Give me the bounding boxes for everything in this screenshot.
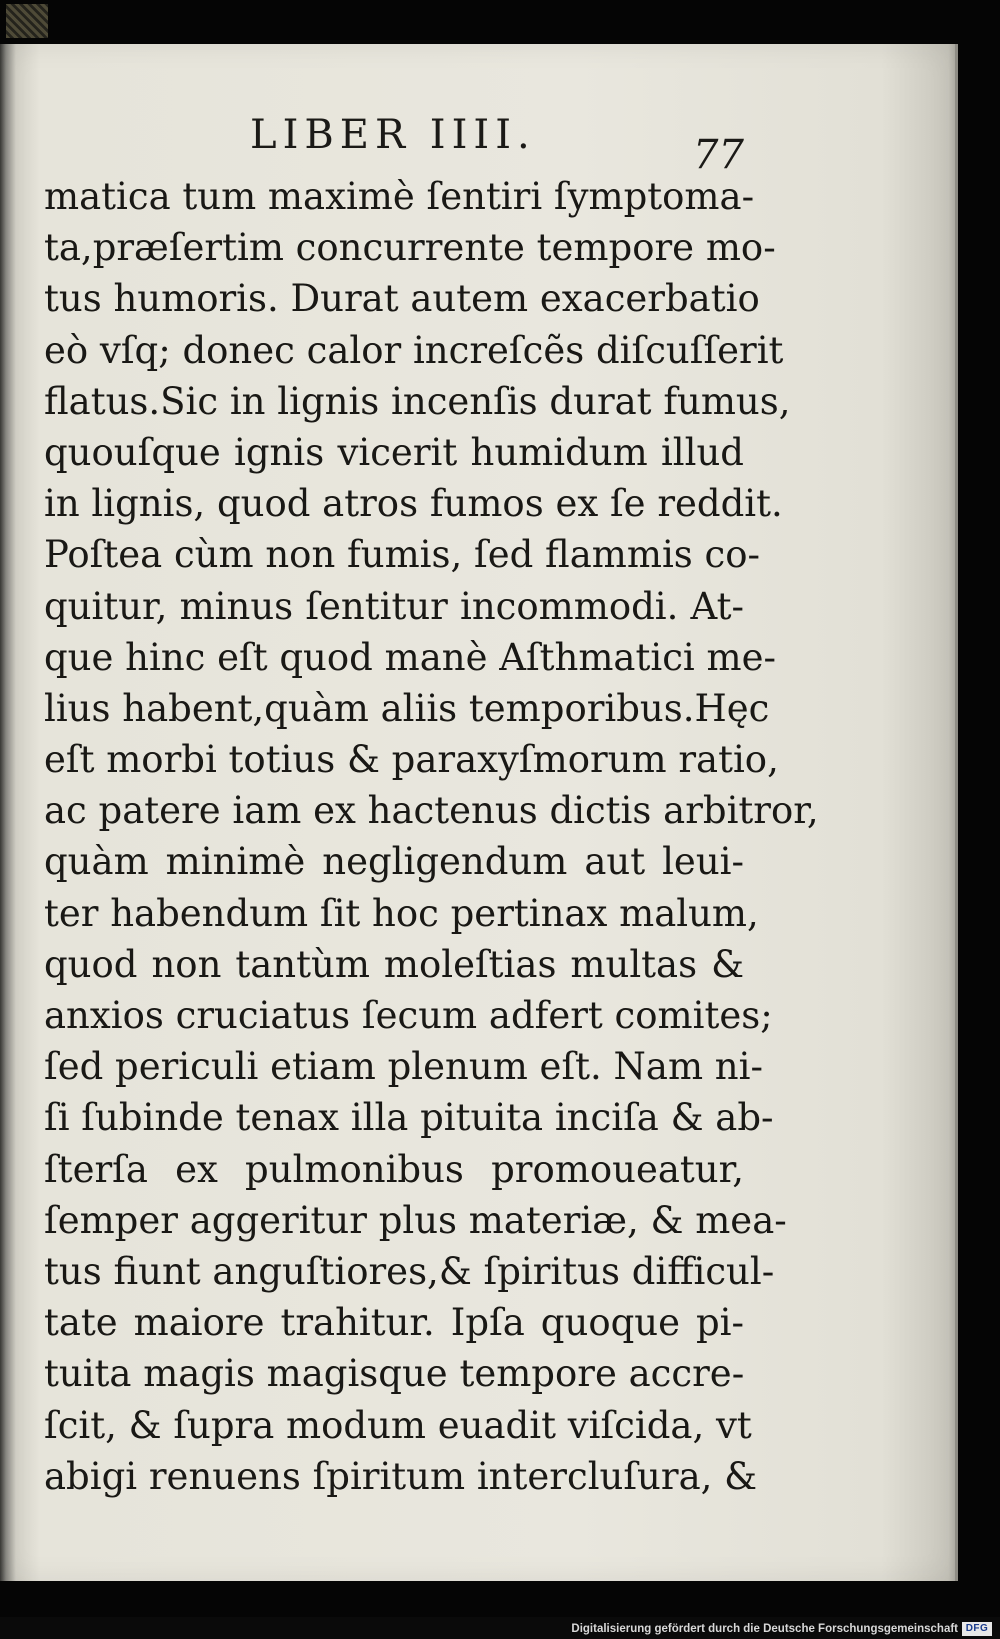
text-line: tate maiore trahitur. Ipſa quoque pi- [44,1301,744,1345]
text-line: tuita magis magisque tempore accre- [44,1352,745,1396]
book-page [0,44,958,1581]
text-line: ſemper aggeritur plus materiæ, & mea- [44,1198,787,1242]
text-line: ſi ſubinde tenax illa pituita inciſa & ab- [44,1096,774,1140]
digitization-credit: Digitalisierung gefördert durch die Deutsche Forschungsgemeinschaft [571,1623,958,1635]
footer-bar [0,1617,1000,1639]
text-line: quitur, minus ſentitur incommodi. At- [44,584,744,628]
text-line: quàm minimè negligendum aut leui- [44,840,744,884]
text-line: quod non tantùm moleſtias multas & [44,942,744,986]
dfg-logo: DFG [962,1622,992,1636]
text-line: tus fiunt anguſtiores,& ſpiritus difficul- [44,1249,775,1293]
text-line: lius habent,quàm aliis temporibus.Hęc [44,686,770,730]
text-line: que hinc eſt quod manè Aſthmatici me- [44,635,776,679]
text-line: ac patere iam ex hactenus dictis arbitror, [44,789,819,833]
page-edge [955,44,958,1581]
running-head: LIBER IIII. [250,112,536,158]
text-line: matica tum maximè ſentiri ſymptoma- [44,175,755,218]
text-line: ta,præſertim concurrente tempore mo- [44,226,776,270]
text-line: ſterſa ex pulmonibus promoueatur, [44,1147,744,1191]
text-line: tus humoris. Durat autem exacerbatio [44,277,760,321]
text-line: ſcit, & ſupra modum euadit viſcida, vt [44,1403,752,1447]
text-line: ter habendum ſit hoc pertinax malum, [44,891,759,935]
page-number: 77 [693,132,744,178]
text-line: abigi renuens ſpiritum intercluſura, & [44,1454,758,1498]
text-line: eſt morbi totius & paraxyſmorum ratio, [44,738,779,782]
text-line: Poſtea cùm non fumis, ſed flammis co- [44,533,761,577]
text-line: quouſque ignis vicerit humidum illud [44,430,744,474]
text-line: in lignis, quod atros fumos ex ſe reddit. [44,482,783,526]
text-line: anxios cruciatus ſecum adfert comites; [44,994,773,1037]
text-line: flatus.Sic in lignis incenſis durat fumus, [44,379,791,423]
text-line: ſed periculi etiam plenum eſt. Nam ni- [44,1045,763,1089]
scan-color-target [6,4,48,38]
body-text [44,171,819,1502]
text-line: eò vſq; donec calor increſcẽs diſcuſſerit [44,328,784,372]
